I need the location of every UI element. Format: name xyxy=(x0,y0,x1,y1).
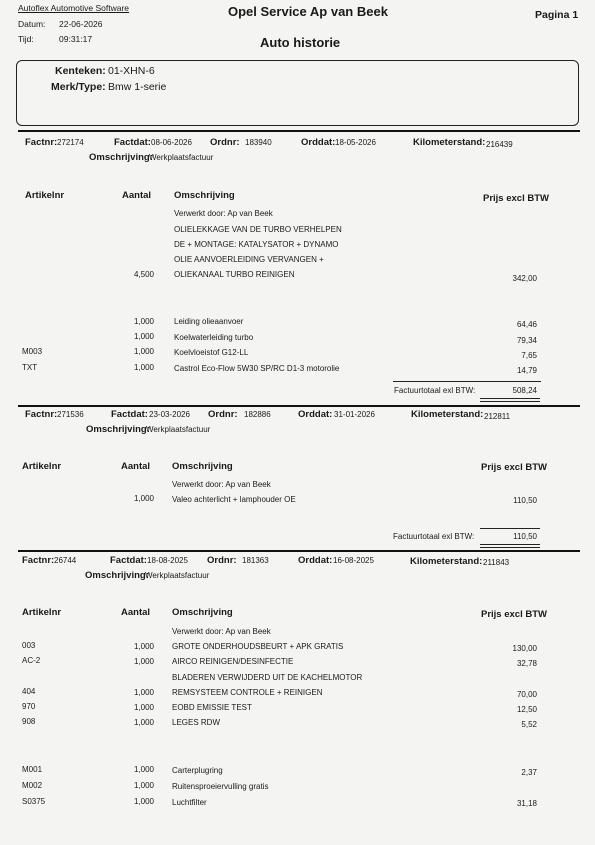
invoice-type: Werkplaatsfactuur xyxy=(149,153,214,162)
col-omschrijving: Omschrijving xyxy=(174,190,235,201)
col-artikelnr: Artikelnr xyxy=(22,607,62,618)
time-value: 09:31:17 xyxy=(59,34,93,44)
line-prijs: 32,78 xyxy=(516,659,537,668)
factnr-label: Factnr: xyxy=(25,137,58,148)
line-desc: DE + MONTAGE: KATALYSATOR + DYNAMO xyxy=(174,240,339,249)
kenteken-label: Kenteken: xyxy=(55,65,106,77)
page-title: Auto historie xyxy=(260,35,341,50)
line-artikel: M001 xyxy=(22,765,43,774)
line-desc: Koelvloeistof G12-LL xyxy=(174,348,249,357)
company-name: Opel Service Ap van Beek xyxy=(228,4,388,19)
line-desc: BLADEREN VERWIJDERD UIT DE KACHELMOTOR xyxy=(172,673,363,682)
ordnr-value: 182886 xyxy=(244,410,271,419)
line-desc: Leiding olieaanvoer xyxy=(174,317,244,326)
factdat-value: 08-06-2026 xyxy=(151,138,192,147)
line-artikel: M002 xyxy=(22,781,43,790)
total-line xyxy=(480,528,540,529)
total-double-line xyxy=(480,401,540,402)
km-label: Kilometerstand: xyxy=(413,137,486,148)
time-label: Tijd: xyxy=(18,34,34,44)
km-label: Kilometerstand: xyxy=(411,409,484,420)
invoice-separator xyxy=(18,405,580,407)
line-desc: LEGES RDW xyxy=(172,718,221,727)
line-prijs: 342,00 xyxy=(512,274,537,283)
factdat-value: 18-08-2025 xyxy=(147,556,188,565)
line-artikel: 908 xyxy=(22,717,36,726)
line-prijs: 79,34 xyxy=(516,336,537,345)
factnr-value: 26744 xyxy=(54,556,77,565)
total-label: Factuurtotaal exl BTW: xyxy=(394,386,476,395)
line-desc: OLIE AANVOERLEIDING VERVANGEN + xyxy=(174,255,324,264)
line-desc: Verwerkt door: Ap van Beek xyxy=(174,209,273,218)
ordnr-label: Ordnr: xyxy=(208,409,238,420)
col-omschrijving: Omschrijving xyxy=(172,461,233,472)
line-aantal: 1,000 xyxy=(133,347,154,356)
km-label: Kilometerstand: xyxy=(410,556,483,567)
merk-type-value: Bmw 1-serie xyxy=(108,81,167,93)
line-prijs: 2,37 xyxy=(521,768,537,777)
line-desc: GROTE ONDERHOUDSBEURT + APK GRATIS xyxy=(172,642,344,651)
line-aantal: 1,000 xyxy=(133,363,154,372)
line-artikel: S0375 xyxy=(22,797,46,806)
col-artikelnr: Artikelnr xyxy=(22,461,62,472)
line-aantal: 4,500 xyxy=(133,270,154,279)
total-value: 110,50 xyxy=(513,532,537,541)
line-desc: Valeo achterlicht + lamphouder OE xyxy=(172,495,296,504)
col-aantal: Aantal xyxy=(122,190,152,201)
line-desc: Verwerkt door: Ap van Beek xyxy=(172,627,271,636)
orddat-label: Orddat: xyxy=(301,137,336,148)
factdat-label: Factdat: xyxy=(110,555,147,566)
date-label: Datum: xyxy=(18,19,46,29)
col-prijs: Prijs excl BTW xyxy=(481,462,547,473)
line-prijs: 7,65 xyxy=(521,351,537,360)
col-artikelnr: Artikelnr xyxy=(25,190,65,201)
line-desc: OLIEKANAAL TURBO REINIGEN xyxy=(174,270,295,279)
col-prijs: Prijs excl BTW xyxy=(483,193,549,204)
line-aantal: 1,000 xyxy=(133,657,154,666)
factnr-label: Factnr: xyxy=(22,555,55,566)
line-artikel: 970 xyxy=(22,702,36,711)
line-desc: EOBD EMISSIE TEST xyxy=(172,703,252,712)
line-aantal: 1,000 xyxy=(133,718,154,727)
line-aantal: 1,000 xyxy=(133,781,154,790)
line-aantal: 1,000 xyxy=(133,642,154,651)
factdat-label: Factdat: xyxy=(111,409,148,420)
invoice-type: Werkplaatsfactuur xyxy=(145,571,210,580)
total-line xyxy=(393,381,541,382)
software-name: Autoflex Automotive Software xyxy=(18,3,130,13)
orddat-label: Orddat: xyxy=(298,555,333,566)
line-desc: Ruitensproeiervulling gratis xyxy=(172,782,269,791)
orddat-value: 31-01-2026 xyxy=(334,410,375,419)
omschrijving-label: Omschrijving: xyxy=(86,424,150,435)
invoice-separator xyxy=(18,550,580,552)
line-aantal: 1,000 xyxy=(133,317,154,326)
line-artikel: M003 xyxy=(22,347,43,356)
total-double-line xyxy=(480,398,540,399)
line-prijs: 130,00 xyxy=(512,644,537,653)
line-desc: Verwerkt door: Ap van Beek xyxy=(172,480,271,489)
factdat-value: 23-03-2026 xyxy=(149,410,190,419)
line-desc: Koelwaterleiding turbo xyxy=(174,333,254,342)
line-aantal: 1,000 xyxy=(133,688,154,697)
total-label: Factuurtotaal exl BTW: xyxy=(393,532,475,541)
km-value: 211843 xyxy=(483,558,510,567)
factdat-label: Factdat: xyxy=(114,137,151,148)
total-value: 508,24 xyxy=(512,386,537,395)
line-prijs: 14,79 xyxy=(516,366,537,375)
line-artikel: AC-2 xyxy=(22,656,41,665)
kenteken-value: 01-XHN-6 xyxy=(108,65,155,77)
factnr-value: 271536 xyxy=(57,410,84,419)
orddat-label: Orddat: xyxy=(298,409,333,420)
merk-type-label: Merk/Type: xyxy=(51,81,106,93)
line-artikel: 404 xyxy=(22,687,36,696)
omschrijving-label: Omschrijving: xyxy=(85,570,149,581)
page-number: Pagina 1 xyxy=(535,9,579,21)
orddat-value: 16-08-2025 xyxy=(333,556,374,565)
invoice-separator xyxy=(18,130,580,132)
col-omschrijving: Omschrijving xyxy=(172,607,233,618)
omschrijving-label: Omschrijving: xyxy=(89,152,153,163)
line-desc: OLIELEKKAGE VAN DE TURBO VERHELPEN xyxy=(174,225,342,234)
line-aantal: 1,000 xyxy=(133,494,154,503)
col-aantal: Aantal xyxy=(121,461,151,472)
line-prijs: 12,50 xyxy=(516,705,537,714)
ordnr-label: Ordnr: xyxy=(210,137,240,148)
ordnr-label: Ordnr: xyxy=(207,555,237,566)
col-prijs: Prijs excl BTW xyxy=(481,609,547,620)
factnr-value: 272174 xyxy=(57,138,84,147)
ordnr-value: 183940 xyxy=(245,138,272,147)
line-aantal: 1,000 xyxy=(133,797,154,806)
col-aantal: Aantal xyxy=(121,607,151,618)
km-value: 212811 xyxy=(484,412,511,421)
line-desc: Luchtfilter xyxy=(172,798,207,807)
line-prijs: 31,18 xyxy=(516,799,537,808)
line-aantal: 1,000 xyxy=(133,332,154,341)
line-prijs: 110,50 xyxy=(513,496,537,505)
total-double-line xyxy=(480,544,540,545)
invoice-type: Werkplaatsfactuur xyxy=(146,425,211,434)
line-desc: REMSYSTEEM CONTROLE + REINIGEN xyxy=(172,688,323,697)
orddat-value: 18-05-2026 xyxy=(335,138,376,147)
km-value: 216439 xyxy=(486,140,513,149)
line-desc: AIRCO REINIGEN/DESINFECTIE xyxy=(172,657,294,666)
line-artikel: 003 xyxy=(22,641,36,650)
line-prijs: 5,52 xyxy=(521,720,537,729)
date-value: 22-06-2026 xyxy=(59,19,103,29)
line-prijs: 70,00 xyxy=(516,690,537,699)
line-artikel: TXT xyxy=(22,363,38,372)
ordnr-value: 181363 xyxy=(242,556,269,565)
line-prijs: 64,46 xyxy=(516,320,537,329)
factnr-label: Factnr: xyxy=(25,409,58,420)
line-desc: Carterplugring xyxy=(172,766,223,775)
line-aantal: 1,000 xyxy=(133,765,154,774)
line-desc: Castrol Eco-Flow 5W30 SP/RC D1-3 motorolie xyxy=(174,364,340,373)
line-aantal: 1,000 xyxy=(133,703,154,712)
total-double-line xyxy=(480,547,540,548)
